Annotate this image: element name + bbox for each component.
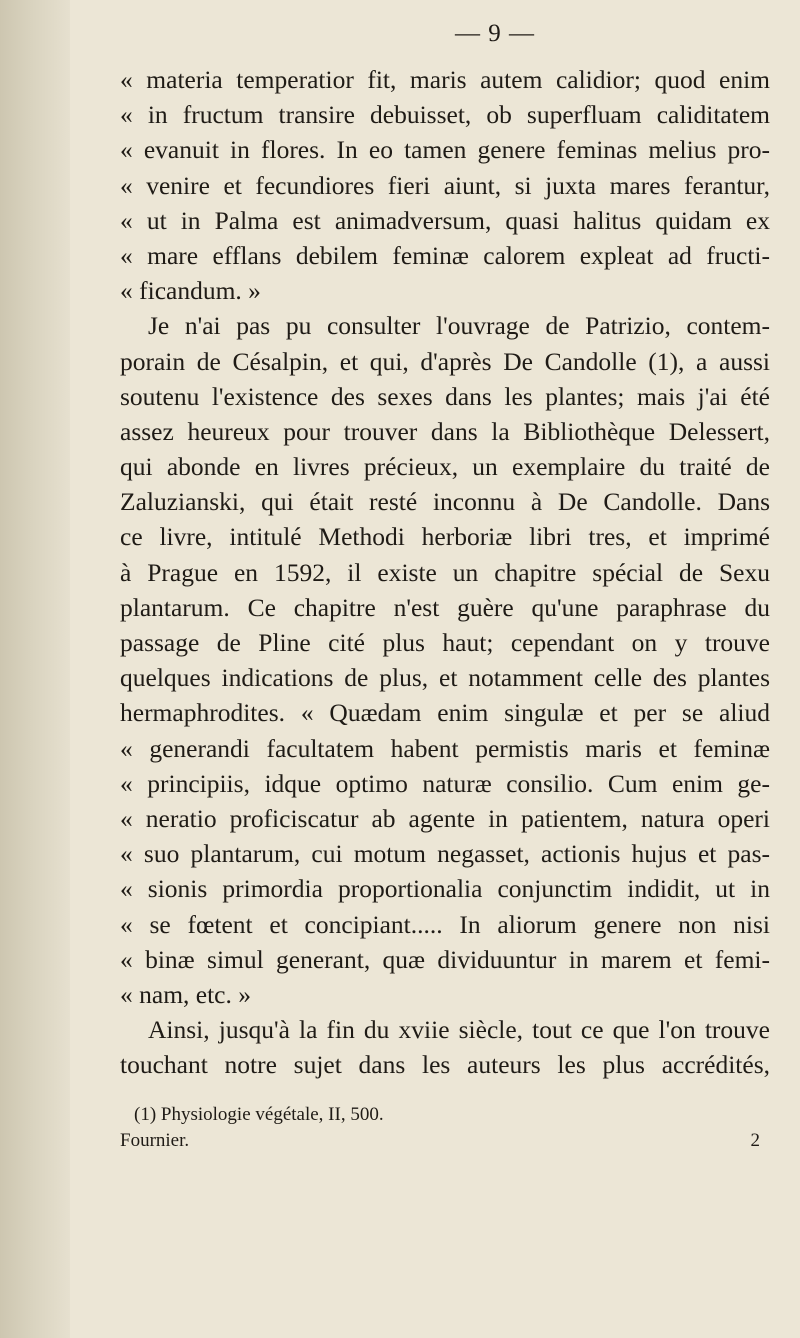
text-line: « nam, etc. » — [120, 979, 251, 1009]
imprint-line — [120, 1128, 770, 1154]
text-line: « ficandum. » — [120, 276, 261, 306]
signature-mark: 2 — [750, 1130, 760, 1152]
text-line: assez heureux pour trouver dans la Bibliothèque Delessert, — [120, 416, 770, 446]
text-line: ce livre, intitulé Methodi herboriæ libri tres, et imprimé — [120, 522, 770, 552]
text-line: « evanuit in flores. In eo tamen genere feminas melius pro- — [120, 135, 770, 165]
text-line: « sionis primordia proportionalia conjunctim indidit, ut in — [120, 874, 770, 904]
text-line: plantarum. Ce chapitre n'est guère qu'une paraphrase du — [120, 592, 770, 622]
text-line: « neratio proficiscatur ab agente in patientem, natura operi — [120, 803, 770, 833]
text-line: « ut in Palma est animadversum, quasi halitus quidam ex — [120, 205, 770, 235]
footnotes — [120, 1102, 770, 1154]
text-line: quelques indications de plus, et notamment celle des plantes — [120, 663, 770, 693]
text-line: « materia temperatior fit, maris autem calidior; quod enim — [120, 65, 770, 94]
text-line: touchant notre sujet dans les auteurs les plus accrédités, — [120, 1050, 770, 1080]
text-line: « principiis, idque optimo naturæ consilio. Cum enim ge- — [120, 768, 770, 798]
body-text — [120, 62, 770, 1082]
text-line: Je n'ai pas pu consulter l'ouvrage de Patrizio, contem- — [148, 311, 770, 341]
text-line: soutenu l'existence des sexes dans les plantes; mais j'ai été — [120, 381, 770, 411]
text-line: Zaluzianski, qui était resté inconnu à De Candolle. Dans — [120, 487, 770, 517]
text-line: « suo plantarum, cui motum negasset, actionis hujus et pas- — [120, 839, 770, 869]
scan-gutter-shadow — [0, 0, 70, 1338]
text-line: « se fœtent et concipiant..... In aliorum genere non nisi — [120, 909, 770, 939]
text-line: « binæ simul generant, quæ dividuuntur in marem et femi- — [120, 944, 770, 974]
text-line: « venire et fecundiores fieri aiunt, si juxta mares ferantur, — [120, 170, 770, 200]
text-line: « in fructum transire debuisset, ob superfluam caliditatem — [120, 100, 770, 130]
text-line: hermaphrodites. « Quædam enim singulæ et per se aliud — [120, 698, 770, 728]
text-line: à Prague en 1592, il existe un chapitre spécial de Sexu — [120, 557, 770, 587]
text-line: passage de Pline cité plus haut; cependant on y trouve — [120, 628, 770, 657]
printer-imprint: Fournier. — [120, 1130, 190, 1152]
text-line: Ainsi, jusqu'à la fin du xviie siècle, tout ce que l'on trouve — [148, 1015, 770, 1045]
text-line: « generandi facultatem habent permistis maris et feminæ — [120, 733, 770, 763]
text-line: porain de Césalpin, et qui, d'après De Candolle (1), a aussi — [120, 346, 770, 376]
text-line: « mare efflans debilem feminæ calorem expleat ad fructi- — [120, 240, 770, 270]
footnote: (1) Physiologie végétale, II, 500. — [134, 1104, 384, 1126]
text-line: qui abonde en livres précieux, un exemplaire du traité de — [120, 452, 770, 482]
book-page — [120, 20, 770, 1154]
page-number: — 9 — — [455, 20, 535, 47]
